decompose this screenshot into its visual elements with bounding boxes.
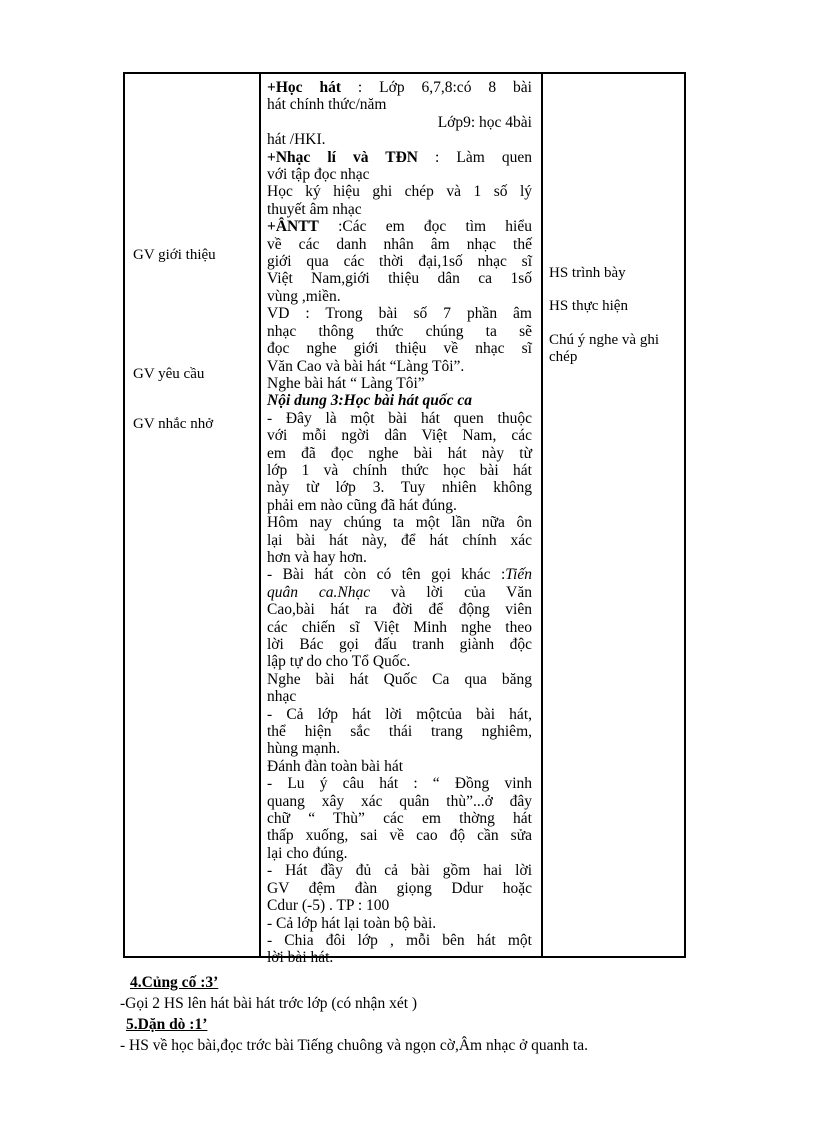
content-line: hát chính thức/năm [267, 96, 387, 114]
content-line: thể hiện sắc thái trang nghiêm, [267, 723, 532, 741]
content-line: Cdur (-5) . TP : 100 [267, 897, 390, 915]
teacher-activity-cell [124, 73, 260, 957]
content-line: - Lu ý câu hát : “ Đồng vinh [267, 775, 532, 793]
content-line: - Chia đôi lớp , mỗi bên hát một [267, 931, 532, 949]
content-line: các chiến sĩ Việt Minh nghe theo [267, 618, 532, 636]
content-line: lại bài hát này, để hát chính xác [267, 531, 532, 549]
content-line: lời Bác gọi đấu tranh giành độc [267, 636, 532, 653]
section-4-heading [130, 974, 816, 992]
content-line: - Cả lớp hát lại toàn bộ bài. [267, 914, 437, 932]
content-italic: quân ca.Nhạc [267, 583, 371, 601]
content-text: : Làm quen [418, 148, 532, 166]
content-line: Học ký hiệu ghi chép và 1 số lý [267, 183, 532, 201]
section-5-text: - HS về học bài,đọc trớc bài Tiếng chuông và ngọn cờ,Âm nhạc ở quanh ta. [120, 1037, 588, 1054]
content-line: Văn Cao và bài hát “Làng Tôi”. [267, 357, 465, 375]
content-line: Lớp9: học 4bài [437, 113, 532, 131]
content-line: - Đây là một bài hát quen thuộc [267, 409, 532, 427]
content-line: - Cả lớp hát lời mộtcủa bài hát, [267, 705, 532, 723]
section-5-heading [126, 1016, 816, 1034]
student-listen-label: Chú ý nghe và ghi chép [549, 332, 659, 365]
content-line: - Hát đầy đủ cả bài gồm hai lời [267, 862, 532, 880]
content-line: về các danh nhân âm nhạc thế [267, 235, 532, 253]
student-present-label: HS trình bày [549, 265, 626, 281]
lesson-table [123, 72, 686, 967]
content-line: Cao,bài hát ra đời để động viên [267, 601, 532, 619]
content-text: :Các em đọc tìm hiểu [318, 218, 532, 236]
content-line: lời bài hát. [267, 949, 334, 967]
teacher-intro-label: GV giới thiệu [133, 247, 216, 263]
content-line: hơn và hay hơn. [267, 548, 367, 566]
content-line: nhạc [267, 688, 297, 706]
content-heading: +Học hát [267, 79, 341, 96]
teacher-request-label: GV yêu cầu [133, 366, 205, 382]
content-line: hát /HKI. [267, 131, 326, 149]
content-line: đọc nghe giới thiệu về nhạc sĩ [267, 340, 532, 358]
section-4-text: -Gọi 2 HS lên hát bài hát trớc lớp (có nhận xét ) [120, 995, 418, 1012]
content-line: Nghe bài hát “ Làng Tôi” [267, 374, 425, 392]
content-line: giới qua các thời đại,1số nhạc sĩ [267, 253, 532, 271]
content-line: thấp xuống, sai về cao độ cần sửa [267, 827, 532, 845]
content-line: GV đệm đàn giọng Ddur hoặc [267, 879, 532, 897]
content-line: Nghe bài hát Quốc Ca qua băng [267, 670, 532, 688]
content-line: lập tự do cho Tổ Quốc. [267, 653, 411, 671]
content-line: quang xây xác quân thù”...ở đây [267, 792, 532, 810]
content-line: phải em nào cũng đã hát đúng. [267, 496, 457, 514]
content-line: em đã đọc nghe bài hát này từ [267, 444, 532, 462]
content-line: này từ lớp 3. Tuy nhiên không [267, 479, 532, 497]
table-row [124, 73, 685, 957]
content-text: - Bài hát còn có tên gọi khác : [267, 566, 506, 584]
section-heading: Nội dung 3:Học bài hát quốc ca [267, 392, 472, 410]
content-line: vùng ,miền. [267, 287, 341, 305]
content-line: Việt Nam,giới thiệu dân ca 1số [267, 270, 532, 288]
content-line: với tập đọc nhạc [267, 166, 370, 184]
content-line: Hôm nay chúng ta một lần nữa ôn [267, 514, 532, 532]
content-heading: +ÂNTT [267, 218, 319, 236]
content-line: hùng mạnh. [267, 740, 341, 758]
content-line: VD : Trong bài số 7 phần âm [267, 305, 532, 323]
student-activity-cell [542, 73, 685, 957]
content-text: và lời của Văn [370, 583, 532, 601]
content-italic: Tiến [505, 566, 532, 584]
content-line: chữ “ Thù” các em thờng hát [267, 810, 532, 828]
content-line: lớp 1 và chính thức học bài hát [267, 461, 532, 479]
content-line: thuyết âm nhạc [267, 200, 362, 218]
content-line: lại cho đúng. [267, 844, 348, 862]
student-do-label: HS thực hiện [549, 298, 628, 314]
content-line: Đánh đàn toàn bài hát [267, 757, 404, 775]
teacher-remind-label: GV nhắc nhở [133, 416, 214, 432]
content-line: nhạc thông thức chúng ta sẽ [267, 322, 532, 340]
content-line: với mỗi ngời dân Việt Nam, các [267, 427, 532, 445]
content-text: : Lớp 6,7,8:có 8 bài [340, 79, 532, 96]
section-4-title: 4.Củng cố :3’ [130, 974, 219, 991]
content-heading: +Nhạc lí và TĐN [267, 148, 418, 166]
lesson-content-cell [260, 73, 542, 967]
lesson-content [267, 79, 532, 967]
section-5-title: 5.Dặn dò :1’ [126, 1016, 208, 1033]
